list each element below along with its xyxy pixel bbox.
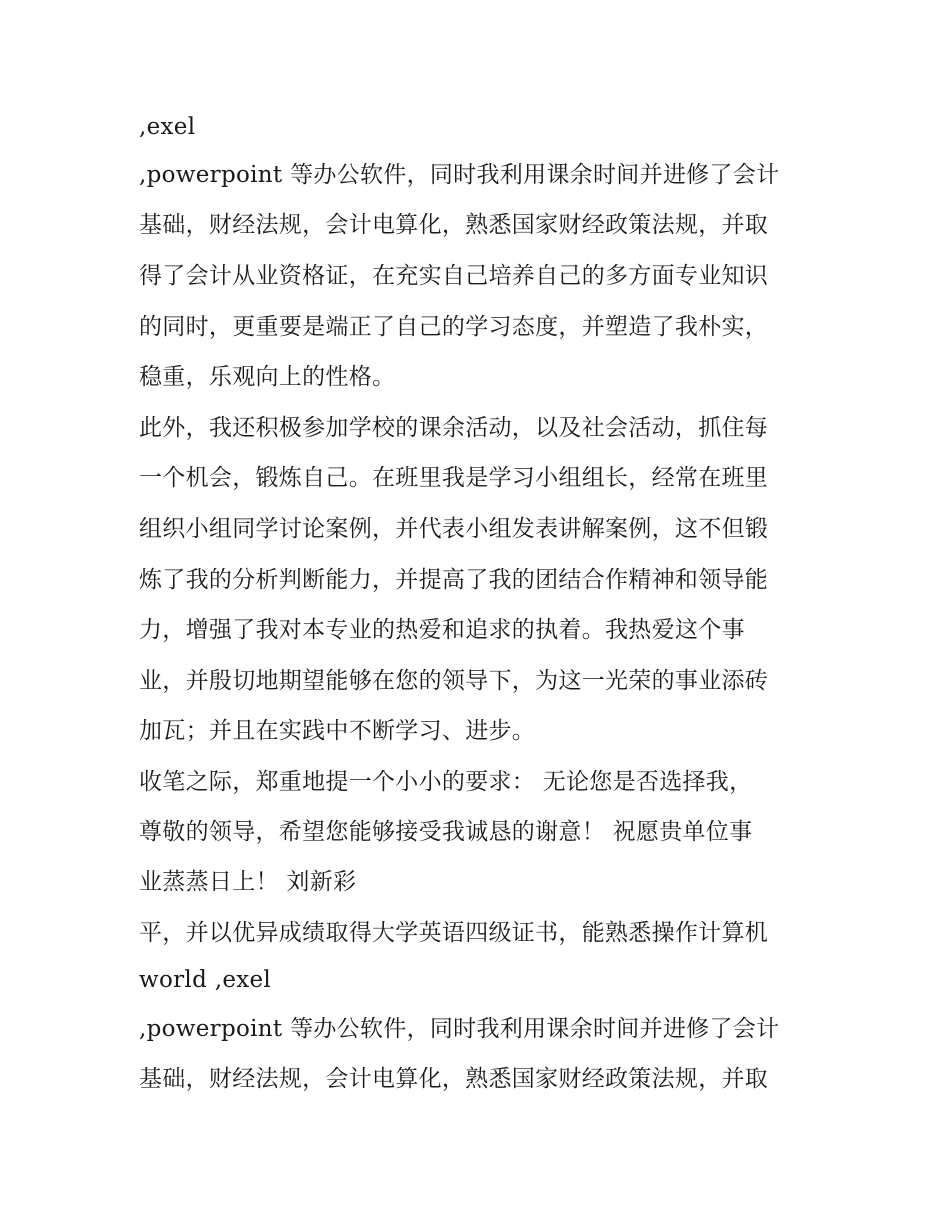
text-line-9: 组织小组同学讨论案例，并代表小组发表讲解案例，这不但锻 [139, 516, 769, 542]
text-line-10: 炼了我的分析判断能力，并提高了我的团结合作精神和领导能 [139, 567, 769, 593]
text-line-20: 基础，财经法规，会计电算化，熟悉国家财经政策法规，并取 [139, 1066, 769, 1092]
text-line-2: ,powerpoint 等办公软件，同时我利用课余时间并进修了会计 [139, 162, 780, 188]
text-line-18: world ,exel [139, 967, 272, 993]
text-line-7: 此外，我还积极参加学校的课余活动，以及社会活动，抓住每 [139, 415, 769, 441]
text-line-6: 稳重，乐观向上的性格。 [139, 364, 396, 390]
text-line-16: 业蒸蒸日上！ 刘新彩 [139, 869, 357, 895]
text-line-15: 尊敬的领导，希望您能够接受我诚恳的谢意！ 祝愿贵单位事 [139, 819, 753, 845]
text-line-19: ,powerpoint 等办公软件，同时我利用课余时间并进修了会计 [139, 1016, 780, 1042]
text-line-5: 的同时，更重要是端正了自己的学习态度，并塑造了我朴实， [139, 314, 769, 340]
text-line-1: ,exel [139, 114, 196, 140]
text-line-17: 平，并以优异成绩取得大学英语四级证书，能熟悉操作计算机 [139, 920, 769, 946]
text-line-13: 加瓦；并且在实践中不断学习、进步。 [139, 718, 536, 744]
text-line-12: 业，并殷切地期望能够在您的领导下，为这一光荣的事业添砖 [139, 668, 769, 694]
text-line-4: 得了会计从业资格证，在充实自己培养自己的多方面专业知识 [139, 263, 769, 289]
text-line-3: 基础，财经法规，会计电算化，熟悉国家财经政策法规，并取 [139, 212, 769, 238]
text-line-8: 一个机会，锻炼自己。在班里我是学习小组组长，经常在班里 [139, 465, 769, 491]
text-line-11: 力，增强了我对本专业的热爱和追求的执着。我热爱这个事 [139, 617, 745, 643]
text-line-14: 收笔之际，郑重地提一个小小的要求： 无论您是否选择我， [139, 769, 753, 795]
